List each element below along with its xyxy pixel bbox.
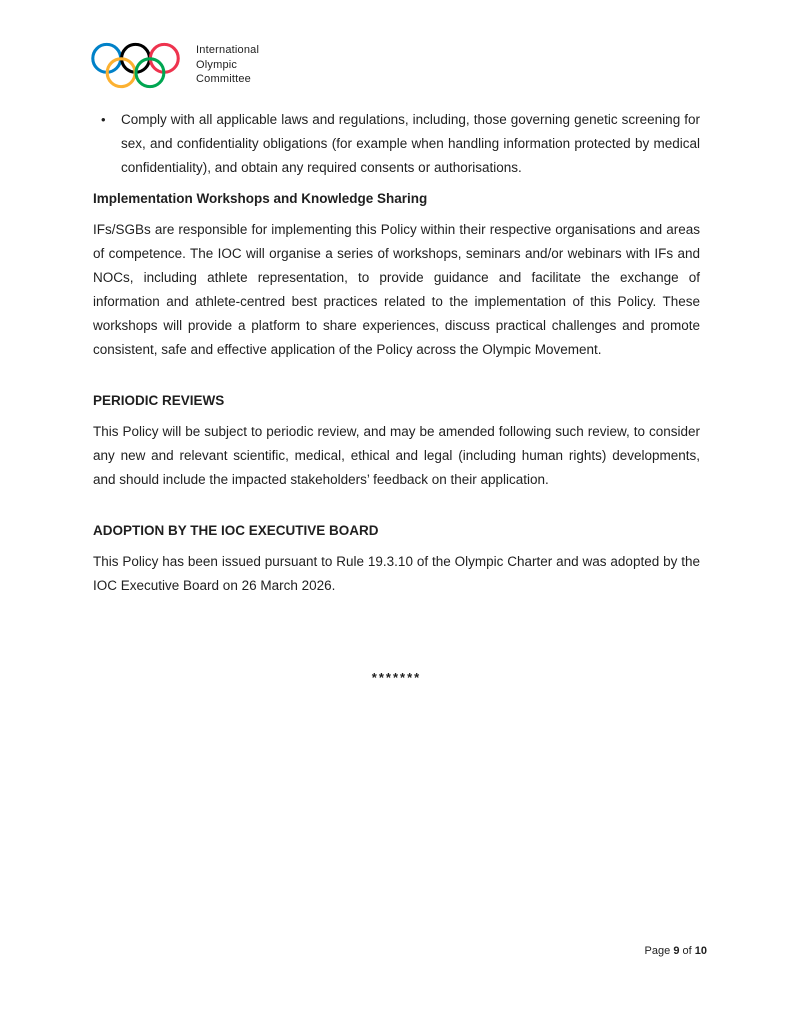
org-name-line-2: Olympic: [196, 58, 238, 71]
section-heading: PERIODIC REVIEWS: [93, 393, 225, 408]
bullet-marker: •: [101, 112, 106, 127]
page-footer: [645, 945, 707, 957]
bullet-text: Comply with all applicable laws and regulations, including, those governing genetic screening for sex, and confidentiality obligations (for example when handling information protected by medical confidentiality), and obtain any required consents or authorisations.: [121, 112, 700, 175]
bullet-item: [93, 108, 700, 180]
org-name-line-1: International: [196, 44, 260, 56]
section-heading: ADOPTION BY THE IOC EXECUTIVE BOARD: [93, 523, 379, 538]
footer-page-label: Page: [644, 945, 671, 957]
olympic-rings-icon: [90, 42, 182, 90]
footer-of-label: of: [682, 945, 692, 957]
section-implementation-workshops: [93, 187, 700, 362]
footer-total-pages: 10: [694, 945, 707, 957]
section-body: This Policy will be subject to periodic review, and may be amended following such review, to consider any new and relevant scientific, medical, ethical and legal (including human rights) developments, and should include the impacted stakeholders’ feedback on their application.: [93, 424, 700, 487]
end-separator: *******: [371, 670, 422, 685]
org-name: [196, 42, 259, 87]
section-body: IFs/SGBs are responsible for implementing this Policy within their respective organisations and areas of competence. The IOC will organise a series of workshops, seminars and/or webinars with IFs and NOCs, including athlete representation, to provide guidance and facilitate the exchange of information and athlete-centred best practices related to the implementation of this Policy. These workshops will provide a platform to share experiences, discuss practical challenges and promote consistent, safe and effective application of the Policy across the Olympic Movement.: [93, 222, 700, 357]
section-adoption: [93, 519, 700, 598]
footer-page-number: 9: [673, 945, 680, 957]
document-content: [93, 108, 700, 690]
org-name-line-3: Committee: [196, 73, 251, 85]
section-body: This Policy has been issued pursuant to Rule 19.3.10 of the Olympic Charter and was adopted by the IOC Executive Board on 26 March 2026.: [93, 554, 700, 593]
document-header: [90, 42, 259, 90]
section-periodic-reviews: [93, 389, 700, 492]
section-heading: Implementation Workshops and Knowledge Sharing: [93, 191, 428, 206]
